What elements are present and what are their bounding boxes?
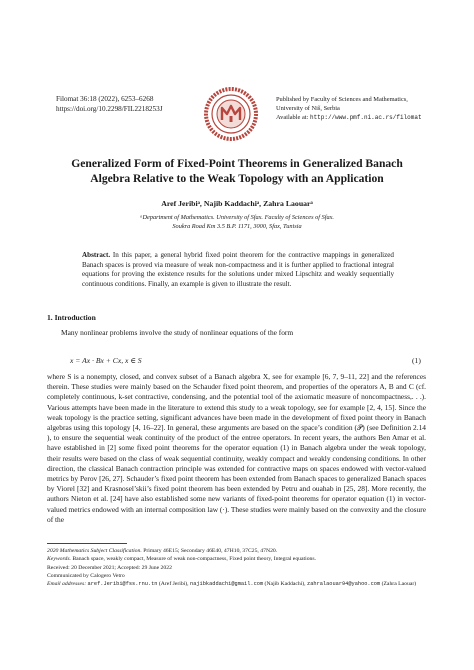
footnotes bbox=[47, 547, 432, 588]
keywords-label: Keywords. bbox=[47, 556, 71, 563]
email-link-1[interactable]: aref.Jeribi@fss.rnu.tn bbox=[87, 581, 158, 588]
publisher-info bbox=[276, 95, 422, 122]
filomat-logo bbox=[203, 86, 259, 142]
footnote-divider bbox=[47, 543, 127, 544]
keywords: Banach space, weakly compact, Measure of weak non-compactness, Fixed point theory, Integral equations. bbox=[72, 556, 317, 563]
available-label: Available at: bbox=[276, 114, 309, 121]
keywords-line bbox=[47, 555, 432, 563]
journal-header bbox=[56, 94, 163, 114]
intro-paragraph-1: Many nonlinear problems involve the study of nonlinear equations of the form bbox=[61, 328, 294, 337]
publisher-line-1: Published by Faculty of Sciences and Mathematics, bbox=[276, 96, 408, 103]
title-line-1: Generalized Form of Fixed-Point Theorems in Generalized Banach bbox=[71, 157, 403, 170]
intro-paragraph-2: where S is a nonempty, closed, and convex subset of a Banach algebra X, see for example [6, 7, 9–11, 22] and the references therein. These studies were mainly based on the Schauder fixed point theorem, and properties of the operators A, B and C (cf. completely continuous, k-set contractive, condensing, and the potential tool of the axiomatic measure of noncompactness,. . .). Various attempts have been made in the literature to extend this study to a weak topology, see for example [2, 4, 15]. Since the weak topology is the practice setting, significant advances have been made in the development of fixed point theory in Banach algebras using this topology [4, 16–22]. In general, these arguments are based on the space’s condition (𝒫) (see Definition 2.14 ), to ensure the sequential weak continuity of the product of the entree operators. In recent years, the authors Ben Amar et al. have established in [2] some fixed point theorems for the operator equation (1) in Banach algebra under the weak topology, their results were based on the class of weak sequential continuity, weakly compact and weakly condensing conditions. In other direction, the classical Banach contraction principle was extended for contractive maps on spaces endowed with vector-valued metrics by Perov [26, 27]. Schauder’s fixed point theorem has been extended from Banach spaces to generalized Banach spaces by Viorel [32] and Krasnosel’skii’s fixed point theorem has been extended by Petru and ouahab in [25, 28]. More recently, the authors Nieton et al. [24] have also established some new variants of fixed-point theorems for operator equation (1) in vector-valued metrics endowed with an internal composition law (·). These studies were mainly based on the convexity and the closure of the bbox=[47, 372, 426, 524]
journal-url-link[interactable]: http://www.pmf.ni.ac.rs/filomat bbox=[309, 114, 422, 121]
msc-label: 2020 Mathematics Subject Classification. bbox=[47, 548, 142, 554]
publisher-line-2: University of Niš, Serbia bbox=[276, 105, 340, 112]
equation-1: x = Ax · Bx + Cx, x ∈ S bbox=[70, 356, 142, 365]
email-owner-3: (Zahra Laouar) bbox=[381, 581, 417, 588]
email-link-3[interactable]: zahralaouar94@yahoo.com bbox=[307, 581, 381, 588]
emails-line bbox=[47, 580, 432, 588]
email-owner-1: (Aref Jeribi), bbox=[158, 581, 189, 588]
author-list: Aref Jeribiᵃ, Najib Kaddachiᵃ, Zahra Laouarᵃ bbox=[161, 199, 313, 208]
paper-title bbox=[40, 156, 434, 186]
email-link-2[interactable]: najibkaddachi@gmail.com bbox=[190, 581, 264, 588]
affiliation bbox=[40, 213, 434, 231]
msc-codes: Primary 46E15; Secondary 46E40, 47H10, 37C25, 47N20. bbox=[143, 548, 278, 554]
affiliation-line-1: ᵃDepartment of Mathematics. University of Sfax. Faculty of Sciences of Sfax. bbox=[140, 214, 334, 221]
journal-citation: Filomat 36:18 (2022), 6253–6268 bbox=[56, 95, 154, 103]
doi-link[interactable]: https://doi.org/10.2298/FIL2218253J bbox=[56, 105, 163, 113]
abstract-text: In this paper, a general hybrid fixed point theorem for the contractive mappings in generalized Banach spaces is proved via measure of weak non-compactness and it is further applied to fractional integral equations for proving the existence results for the solutions under mixed Lipschitz and weakly sequentially continuous conditions. Finally, an example is given to illustrate the result. bbox=[82, 251, 394, 288]
title-line-2: Algebra Relative to the Weak Topology with an Application bbox=[90, 172, 384, 185]
affiliation-line-2: Soukra Road Km 3.5 B.P. 1171, 3000, Sfax, Tunisia bbox=[172, 223, 302, 230]
availability bbox=[276, 113, 422, 122]
abstract-label: Abstract. bbox=[82, 251, 111, 259]
email-owner-2: (Najib Kaddachi), bbox=[264, 581, 306, 588]
received-line: Received: 20 December 2021; Accepted: 29 June 2022 bbox=[47, 564, 172, 571]
equation-number: (1) bbox=[412, 356, 421, 365]
communicated-line: Communicated by Calogero Vetro bbox=[47, 572, 125, 579]
abstract bbox=[82, 251, 394, 289]
msc-line bbox=[47, 547, 432, 555]
email-label: Email addresses: bbox=[47, 581, 87, 588]
section-heading: 1. Introduction bbox=[47, 313, 96, 322]
